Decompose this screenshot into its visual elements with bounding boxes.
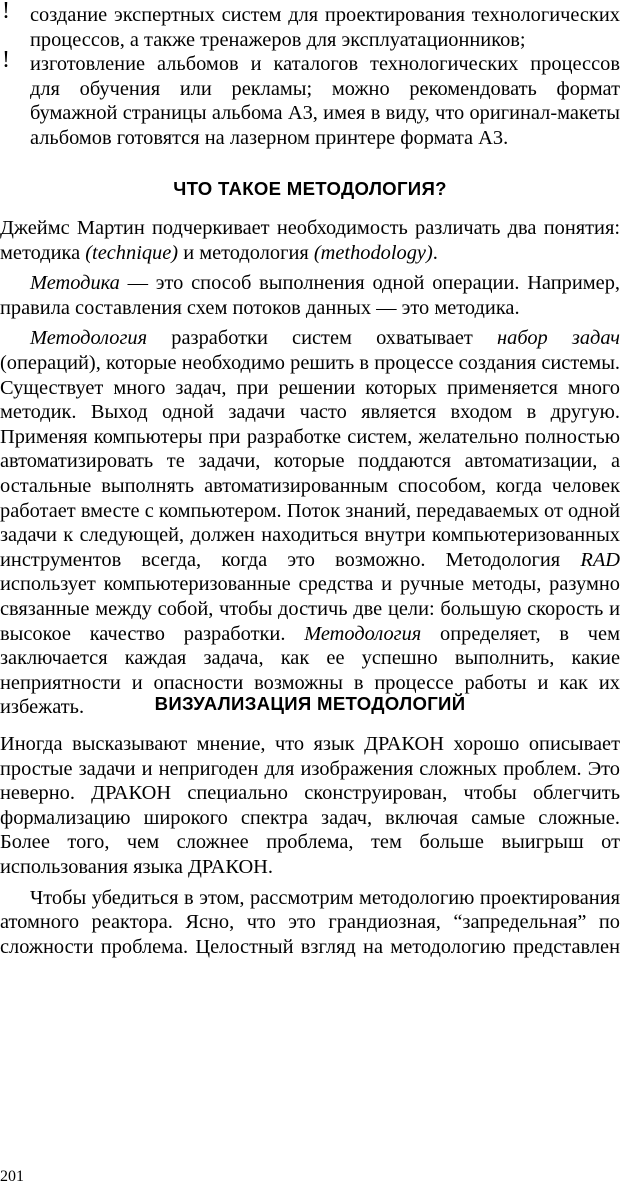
section-methodology-body bbox=[0, 216, 620, 726]
paragraph-drakon-opinion: Иногда высказывают мнение, что язык ДРАКОН хорошо описывает простые задачи и непригоден для изображения сложных проблем. Это неверно. ДРАКОН специально сконструирован, чтобы облегчить формализацию широкого спектра задач, включая самые сложные. Более того, чем сложнее проблема, тем больше выигрыш от использования языка ДРАКОН. bbox=[0, 733, 620, 878]
paragraph-reactor: Чтобы убедиться в этом, рассмотрим методологию проектирования атомного реактора. Ясно, что это грандиозная, “запредельная” по сложности проблема. Целостный взгляд на методологию представлен bbox=[0, 886, 620, 958]
bullet-list bbox=[0, 0, 620, 151]
bullet-item-albums bbox=[0, 47, 620, 150]
section-visualization-body bbox=[0, 732, 620, 965]
page-number: 201 bbox=[0, 1168, 24, 1185]
paragraph-technique: Методика — это способ выполнения одной операции. Например, правила составления схем потоков данных — это методика. bbox=[0, 272, 620, 319]
bullet-text: изготовление альбомов и каталогов технологических процессов для обучения или рекламы; можно рекомендовать формат бумажной страницы альбома А3, имея в виду, что оригинал-макеты альбомов готовятся на лазерном принтере формата А3. bbox=[30, 53, 620, 149]
section-heading-methodology: ЧТО ТАКОЕ МЕТОДОЛОГИЯ? bbox=[173, 178, 447, 199]
exclamation-bullet-icon: ! bbox=[2, 47, 10, 74]
bullet-text: создание экспертных систем для проектирования технологических процессов, а также тренажеров для эксплуатационников; bbox=[30, 4, 620, 51]
section-heading-visualization: ВИЗУАЛИЗАЦИЯ МЕТОДОЛОГИЙ bbox=[154, 693, 466, 714]
paragraph-methodology: Методология разработки систем охватывает набор задач (операций), которые необходимо решить в процессе создания системы. Существует много задач, при решении которых применяется много методик. Выход одной задачи часто является входом в другую. Применяя компьютеры при разработке систем, желательно полностью автоматизировать те задачи, которые поддаются автоматизации, а остальные выполнять автоматизированным способом, когда человек работает вместе с компьютером. Поток знаний, передаваемых от одной задачи к следующей, должен находиться внутри компьютеризованных инструментов всегда, когда это возможно. Методология RAD использует компьютеризованные средства и ручные методы, разумно связанные между собой, чтобы достичь две цели: большую скорость и высокое качество разработки. Методология определяет, в чем заключается каждая задача, как ее успешно выполнить, какие неприятности и опасности возможны в процессе работы и как их избежать. bbox=[0, 327, 620, 719]
exclamation-bullet-icon: ! bbox=[2, 0, 10, 24]
bullet-item-expert-systems bbox=[0, 0, 620, 52]
paragraph-martin: Джеймс Мартин подчеркивает необходимость различать два понятия: методика (technique) и методология (methodology). bbox=[0, 217, 620, 264]
